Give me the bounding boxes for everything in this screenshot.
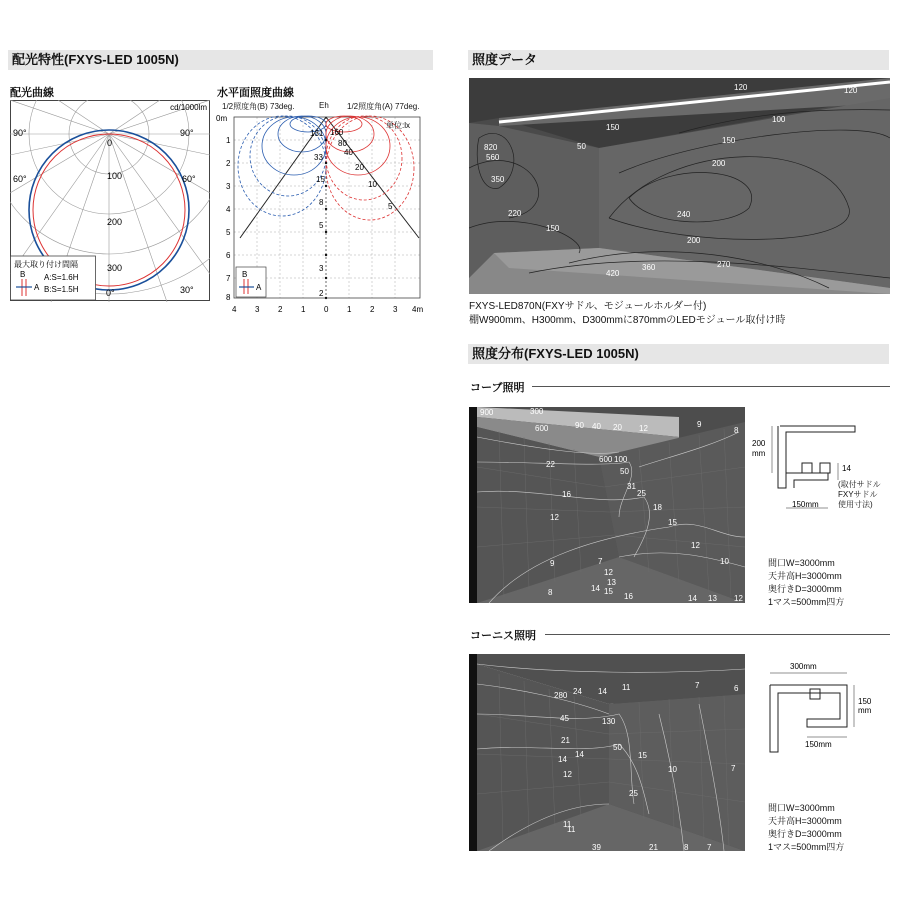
cornice-specs (768, 802, 844, 854)
iso-x-6: 2 (370, 305, 375, 314)
render1-label-150a: 150 (606, 123, 620, 132)
cove-dim-150: 150mm (792, 500, 819, 509)
iso-x-3: 1 (301, 305, 306, 314)
render1-label-50: 50 (577, 142, 586, 151)
iso-right-40: 40 (344, 148, 353, 157)
polar-legend-bs: B:S=1.5H (44, 285, 79, 294)
cove-label-16a: 16 (562, 490, 571, 499)
cornice-label-6: 6 (734, 684, 739, 693)
iso-center-15: 15 (316, 175, 325, 184)
cove-label-90: 90 (575, 421, 584, 430)
iso-y-6: 6 (226, 251, 231, 260)
iso-center-131: 131 (310, 129, 324, 138)
render1-label-120b: 120 (844, 86, 858, 95)
cornice-spec-height: 天井高H=3000mm (768, 816, 842, 826)
cornice-label-25: 25 (629, 789, 638, 798)
cove-label-900: 900 (480, 408, 494, 417)
cove-label-8b: 8 (548, 588, 553, 597)
cornice-label-14c: 14 (558, 755, 567, 764)
iso-center-2: 2 (319, 289, 324, 298)
iso-unit: 単位:lx (386, 121, 410, 130)
iso-y-2: 2 (226, 159, 231, 168)
render1-label-240: 240 (677, 210, 691, 219)
cove-label-13a: 13 (607, 578, 616, 587)
cove-label-20: 20 (613, 423, 622, 432)
polar-radial-200: 200 (107, 217, 123, 227)
polar-legend-as: A:S=1.6H (44, 273, 79, 282)
iso-right-80: 80 (338, 139, 347, 148)
polar-legend-a: A (34, 283, 40, 292)
iso-y-0: 0m (216, 114, 228, 123)
cornice-dim-300: 300mm (790, 662, 817, 671)
cornice-rule (545, 634, 890, 635)
cove-illuminance-render (469, 407, 745, 603)
cornice-illuminance-render (469, 654, 745, 851)
render1-label-270: 270 (717, 260, 731, 269)
polar-angle-90-right: 90° (180, 128, 194, 138)
iso-right-10: 10 (368, 180, 377, 189)
iso-right-160: 160 (330, 128, 344, 137)
cornice-label-21b: 21 (649, 843, 658, 851)
polar-chart-heading: 配光曲線 (10, 87, 54, 99)
polar-radial-100: 100 (107, 171, 123, 181)
render1-label-120a: 120 (734, 83, 748, 92)
polar-unit: cd/1000lm (170, 103, 207, 112)
iso-y-8: 8 (226, 293, 231, 302)
render1-caption (469, 300, 785, 328)
cove-heading: コーブ照明 (470, 382, 525, 394)
cornice-label-130: 130 (602, 717, 616, 726)
cornice-label-11b: 11 (567, 825, 576, 834)
iso-legend-box (236, 267, 266, 297)
cove-label-15a: 15 (668, 518, 677, 527)
cornice-label-15: 15 (638, 751, 647, 760)
polar-origin: 0 (107, 138, 113, 148)
cove-label-40: 40 (592, 422, 601, 431)
iso-eh-label: Eh (319, 101, 329, 110)
cove-spec-height: 天井高H=3000mm (768, 571, 842, 581)
cornice-label-11a: 11 (622, 683, 631, 692)
cornice-dim-150: 150 (858, 697, 872, 706)
caption-line-1: FXYS-LED870N(FXYサドル、モジュールホルダー付) (469, 301, 707, 312)
cove-label-12e: 12 (734, 594, 743, 603)
iso-x-2: 2 (278, 305, 283, 314)
render1-label-200a: 200 (712, 159, 726, 168)
iso-half-angle-b: 1/2照度角(B) 73deg. (222, 102, 295, 111)
cove-label-7: 7 (598, 557, 603, 566)
cornice-spec-width: 間口W=3000mm (768, 803, 835, 813)
iso-center-5: 5 (319, 221, 324, 230)
iso-half-angle-a: 1/2照度角(A) 77deg. (347, 102, 420, 111)
render1-label-200b: 200 (687, 236, 701, 245)
polar-angle-60-right: 60° (182, 174, 196, 184)
cornice-label-50: 50 (613, 743, 622, 752)
cornice-label-14a: 14 (598, 687, 607, 696)
cove-dim-200: 200 (752, 439, 766, 448)
cove-label-8a: 8 (734, 426, 739, 435)
polar-radial-300: 300 (107, 263, 123, 273)
render1-label-350: 350 (491, 175, 505, 184)
cove-spec-depth: 奥行きD=3000mm (768, 584, 842, 594)
cornice-label-21a: 21 (561, 736, 570, 745)
iso-x-4: 0 (324, 305, 329, 314)
cornice-label-280: 280 (554, 691, 568, 700)
cornice-label-11c: 11 (563, 820, 572, 829)
cove-label-9b: 9 (550, 559, 555, 568)
render1-label-560: 560 (486, 153, 500, 162)
cove-dim-200-unit: mm (752, 449, 766, 458)
cove-label-15b: 15 (604, 587, 613, 596)
iso-y-1: 1 (226, 136, 231, 145)
cove-dim-14: 14 (842, 464, 851, 473)
cornice-dim-150-unit: mm (858, 706, 872, 715)
polar-angle-90-left: 90° (13, 128, 27, 138)
cove-note-2: FXYサドル (838, 490, 878, 499)
cornice-spec-grid: 1マス=500mm四方 (768, 842, 845, 852)
shelf-illuminance-render (469, 78, 890, 294)
polar-angle-0: 0° (106, 288, 115, 298)
section-title-illuminance-data: 照度データ (468, 50, 889, 70)
cornice-label-39: 39 (592, 843, 601, 851)
caption-line-2: 棚W900mm、H300mm、D300mmに870mmのLEDモジュール取付け時 (469, 315, 786, 326)
cove-rule (532, 386, 890, 387)
render1-label-820: 820 (484, 143, 498, 152)
cove-label-18: 18 (653, 503, 662, 512)
cove-label-600b: 600 (599, 455, 613, 464)
cornice-label-14b: 14 (575, 750, 584, 759)
cornice-label-8: 8 (684, 843, 689, 851)
render1-label-420: 420 (606, 269, 620, 278)
cove-spec-grid: 1マス=500mm四方 (768, 597, 845, 607)
cove-label-12a: 12 (639, 424, 648, 433)
iso-right-5: 5 (388, 202, 393, 211)
polar-distribution-chart (10, 100, 210, 302)
cornice-label-7c: 7 (707, 843, 712, 851)
cornice-label-24: 24 (573, 687, 582, 696)
iso-y-3: 3 (226, 182, 231, 191)
iso-x-1: 3 (255, 305, 260, 314)
cove-label-12b: 12 (550, 513, 559, 522)
cove-label-31: 31 (627, 482, 636, 491)
iso-legend-a: A (256, 283, 262, 292)
cornice-dim-150b: 150mm (805, 740, 832, 749)
cove-label-300: 300 (530, 407, 544, 416)
cornice-label-45: 45 (560, 714, 569, 723)
cove-label-16b: 16 (624, 592, 633, 601)
render1-label-100: 100 (772, 115, 786, 124)
cove-label-12c: 12 (691, 541, 700, 550)
section-title-light-distribution: 配光特性(FXYS-LED 1005N) (8, 50, 433, 70)
cove-label-12d: 12 (604, 568, 613, 577)
iso-x-7: 3 (393, 305, 398, 314)
cove-note-3: 使用寸法) (838, 500, 873, 509)
iso-y-5: 5 (226, 228, 231, 237)
cove-label-22: 22 (546, 460, 555, 469)
polar-legend-title: 最大取り付け間隔 (14, 260, 78, 269)
render1-label-220: 220 (508, 209, 522, 218)
iso-y-4: 4 (226, 205, 231, 214)
render1-label-150b: 150 (722, 136, 736, 145)
iso-x-5: 1 (347, 305, 352, 314)
cove-label-14a: 14 (591, 584, 600, 593)
cove-saddle-note (838, 480, 881, 510)
cornice-label-7b: 7 (731, 764, 736, 773)
iso-x-0: 4 (232, 305, 237, 314)
cove-label-25: 25 (637, 489, 646, 498)
render1-label-150c: 150 (546, 224, 560, 233)
polar-legend-b: B (20, 270, 26, 279)
iso-x-8: 4m (412, 305, 424, 314)
iso-center-8: 8 (319, 198, 324, 207)
iso-y-7: 7 (226, 274, 231, 283)
cove-label-13b: 13 (708, 594, 717, 603)
render1-label-360: 360 (642, 263, 656, 272)
cove-note-1: (取付サドル (838, 480, 881, 489)
polar-angle-60-left: 60° (13, 174, 27, 184)
section-title-illuminance-distribution: 照度分布(FXYS-LED 1005N) (468, 344, 889, 364)
isolux-chart (214, 112, 436, 320)
iso-center-33: 33 (314, 153, 323, 162)
iso-right-20: 20 (355, 163, 364, 172)
cove-spec-width: 間口W=3000mm (768, 558, 835, 568)
cove-label-100: 100 (614, 455, 628, 464)
iso-center-3: 3 (319, 264, 324, 273)
cove-label-600a: 600 (535, 424, 549, 433)
cornice-label-7a: 7 (695, 681, 700, 690)
cove-specs (768, 557, 844, 609)
cornice-label-10: 10 (668, 765, 677, 774)
cornice-section-diagram (762, 657, 882, 757)
polar-angle-30: 30° (180, 285, 194, 295)
cove-label-14b: 14 (688, 594, 697, 603)
cove-label-9a: 9 (697, 420, 702, 429)
iso-legend-b: B (242, 270, 248, 279)
cornice-spec-depth: 奥行きD=3000mm (768, 829, 842, 839)
iso-chart-heading: 水平面照度曲線 (217, 87, 294, 99)
cove-label-10: 10 (720, 557, 729, 566)
cornice-label-12: 12 (563, 770, 572, 779)
cove-label-50: 50 (620, 467, 629, 476)
cornice-heading: コーニス照明 (470, 630, 536, 642)
